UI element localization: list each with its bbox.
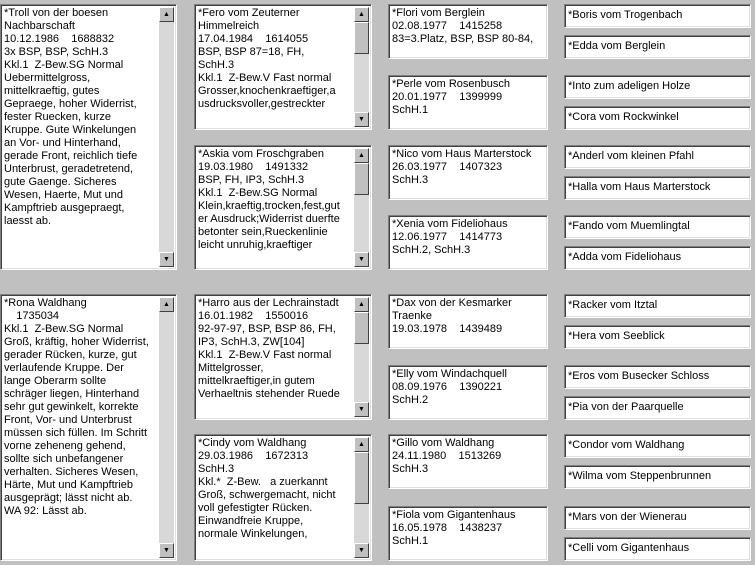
dog-main-text-2: *Rona Waldhang 1735034 Kkl.1 Z-Bew.SG Normal Groß, kräftig, hoher Widerrist, gerader Rücken, kurze, gut verlaufende Kruppe. Der lange Oberarm sollte schräger liegen, Hinterhand sehr gut gewinkelt, korrekte Front, Vor- und Unterbrust müssen sich füllen. Im Schritt vorne zeheneng gehend, sollte sich unbefangener verhalten. Sicheres Wesen, Härte, Mut und Kampftrieb ausgeprägt; lässt nicht ab. WA 92: Lässt ab.	[4, 297, 149, 517]
scrollbar[interactable]	[159, 7, 174, 267]
grandparent-text: *Xenia vom Fideliohaus 12.06.1977 1414773 SchH.2, SchH.3	[392, 218, 508, 256]
scrollbar[interactable]	[159, 297, 174, 558]
scroll-down-icon[interactable]: ▼	[354, 252, 369, 267]
great-grandparent-text: *Eros vom Busecker Schloss	[568, 370, 710, 382]
great-grandparent-field-13[interactable]	[564, 434, 751, 458]
scroll-up-icon[interactable]: ▲	[159, 7, 174, 22]
grandparent-text: *Dax von der Kesmarker Traenke 19.03.1978 1439489	[392, 297, 512, 335]
scroll-down-icon[interactable]: ▼	[159, 543, 174, 558]
great-grandparent-field-9[interactable]	[564, 294, 751, 318]
grandparent-box-4[interactable]	[388, 215, 548, 270]
dam-textarea-1[interactable]	[194, 145, 372, 270]
great-grandparent-text: *Hera vom Seeblick	[568, 330, 665, 342]
great-grandparent-field-12[interactable]	[564, 396, 751, 420]
scroll-up-icon[interactable]: ▲	[354, 297, 369, 312]
scroll-thumb[interactable]	[354, 22, 369, 54]
dog-main-text-1: *Troll von der boesen Nachbarschaft 10.12.1986 1688832 3x BSP, BSP, SchH.3 Kkl.1 Z-Bew.SG Normal Uebermittelgross, mittelkraeftig, gutes Gepraege, hoher Widerrist, fester Ruecken, kurze Kruppe. Gute Winkelungen an Vor- und Hinterhand, gerade Front, reichlich tiefe Unterbrust, geradetretend, gute Gaenge. Sicheres Wesen, Haerte, Mut und Kampftrieb ausgepraegt, laesst ab.	[4, 7, 138, 227]
great-grandparent-text: *Boris vom Trogenbach	[568, 9, 683, 21]
grandparent-box-2[interactable]	[388, 75, 548, 130]
sire-textarea-1[interactable]	[194, 4, 372, 130]
scroll-up-icon[interactable]: ▲	[354, 437, 369, 452]
dam-text-2: *Cindy vom Waldhang 29.03.1986 1672313 SchH.3 Kkl.* Z-Bew. a zuerkannt Groß, schwergemacht, nicht voll gefestigter Rücken. Einwandfreie Kruppe, normale Winkelungen,	[198, 437, 336, 540]
dog-main-textarea-2[interactable]	[0, 294, 177, 561]
scrollbar[interactable]	[354, 437, 369, 558]
dog-main-textarea-1[interactable]	[0, 4, 177, 270]
scrollbar[interactable]	[354, 297, 369, 417]
great-grandparent-field-15[interactable]	[564, 506, 751, 530]
scroll-up-icon[interactable]: ▲	[354, 7, 369, 22]
great-grandparent-field-14[interactable]	[564, 465, 751, 489]
great-grandparent-text: *Edda vom Berglein	[568, 40, 666, 52]
dam-textarea-2[interactable]	[194, 434, 372, 561]
scroll-down-icon[interactable]: ▼	[159, 252, 174, 267]
great-grandparent-text: *Wilma vom Steppenbrunnen	[568, 470, 712, 482]
scrollbar[interactable]	[354, 7, 369, 127]
great-grandparent-text: *Mars von der Wienerau	[568, 511, 687, 523]
scrollbar[interactable]	[354, 148, 369, 267]
dam-text-1: *Askia vom Froschgraben 19.03.1980 1491332 BSP, FH, IP3, SchH.3 Kkl.1 Z-Bew.SG Normal Klein,kraeftig,trocken,fest,gut er Ausdruck;Widerrist duerfte betonter sein,Rueckenlinie leicht unruhig,kraeftiger	[198, 148, 340, 251]
grandparent-box-7[interactable]	[388, 434, 548, 489]
great-grandparent-text: *Adda vom Fideliohaus	[568, 251, 682, 263]
sire-text-1: *Fero vom Zeuterner Himmelreich 17.04.1984 1614055 BSP, BSP 87=18, FH, SchH.3 Kkl.1 Z-Bew.V Fast normal Grosser,knochenkraeftiger,a usdrucksvoller,gestreckter	[198, 7, 336, 110]
grandparent-text: *Fiola vom Gigantenhaus 16.05.1978 1438237 SchH.1	[392, 509, 516, 547]
sire-textarea-2[interactable]	[194, 294, 372, 420]
grandparent-text: *Perle vom Rosenbusch 20.01.1977 1399999 SchH.1	[392, 78, 511, 116]
great-grandparent-field-5[interactable]	[564, 145, 751, 169]
great-grandparent-text: *Into zum adeligen Holze	[568, 80, 691, 92]
grandparent-box-6[interactable]	[388, 365, 548, 420]
great-grandparent-text: *Cora vom Rockwinkel	[568, 111, 679, 123]
scroll-up-icon[interactable]: ▲	[159, 297, 174, 312]
great-grandparent-text: *Racker vom Itztal	[568, 299, 658, 311]
great-grandparent-field-1[interactable]	[564, 4, 751, 28]
great-grandparent-field-3[interactable]	[564, 75, 751, 99]
scroll-thumb[interactable]	[354, 163, 369, 195]
scroll-down-icon[interactable]: ▼	[354, 402, 369, 417]
great-grandparent-text: *Celli vom Gigantenhaus	[568, 542, 690, 554]
grandparent-box-3[interactable]	[388, 145, 548, 200]
scroll-down-icon[interactable]: ▼	[354, 543, 369, 558]
grandparent-box-8[interactable]	[388, 506, 548, 561]
great-grandparent-field-4[interactable]	[564, 106, 751, 130]
great-grandparent-text: *Pia von der Paarquelle	[568, 401, 684, 413]
great-grandparent-field-16[interactable]	[564, 537, 751, 561]
great-grandparent-text: *Halla vom Haus Marterstock	[568, 181, 711, 193]
grandparent-box-5[interactable]	[388, 294, 548, 349]
grandparent-text: *Nico vom Haus Marterstock 26.03.1977 1407323 SchH.3	[392, 148, 532, 186]
great-grandparent-text: *Condor vom Waldhang	[568, 439, 685, 451]
scroll-up-icon[interactable]: ▲	[354, 148, 369, 163]
great-grandparent-field-11[interactable]	[564, 365, 751, 389]
grandparent-text: *Gillo vom Waldhang 24.11.1980 1513269 SchH.3	[392, 437, 502, 475]
scroll-thumb[interactable]	[354, 312, 369, 344]
scroll-down-icon[interactable]: ▼	[354, 112, 369, 127]
great-grandparent-field-2[interactable]	[564, 35, 751, 59]
great-grandparent-field-6[interactable]	[564, 176, 751, 200]
great-grandparent-field-7[interactable]	[564, 215, 751, 239]
grandparent-box-1[interactable]	[388, 4, 548, 59]
scroll-thumb[interactable]	[354, 452, 369, 504]
great-grandparent-text: *Anderl vom kleinen Pfahl	[568, 150, 694, 162]
sire-text-2: *Harro aus der Lechrainstadt 16.01.1982 1550016 92-97-97, BSP, BSP 86, FH, IP3, SchH.3, ZW[104] Kkl.1 Z-Bew.V Fast normal Mittelgrosser, mittelkraeftiger,in gutem Verhaeltnis stehender Ruede	[198, 297, 340, 400]
grandparent-text: *Elly vom Windachquell 08.09.1976 1390221 SchH.2	[392, 368, 507, 406]
great-grandparent-field-10[interactable]	[564, 325, 751, 349]
grandparent-text: *Flori vom Berglein 02.08.1977 1415258 83=3.Platz, BSP, BSP 80-84,	[392, 7, 534, 45]
great-grandparent-field-8[interactable]	[564, 246, 751, 270]
great-grandparent-text: *Fando vom Muemlingtal	[568, 220, 690, 232]
